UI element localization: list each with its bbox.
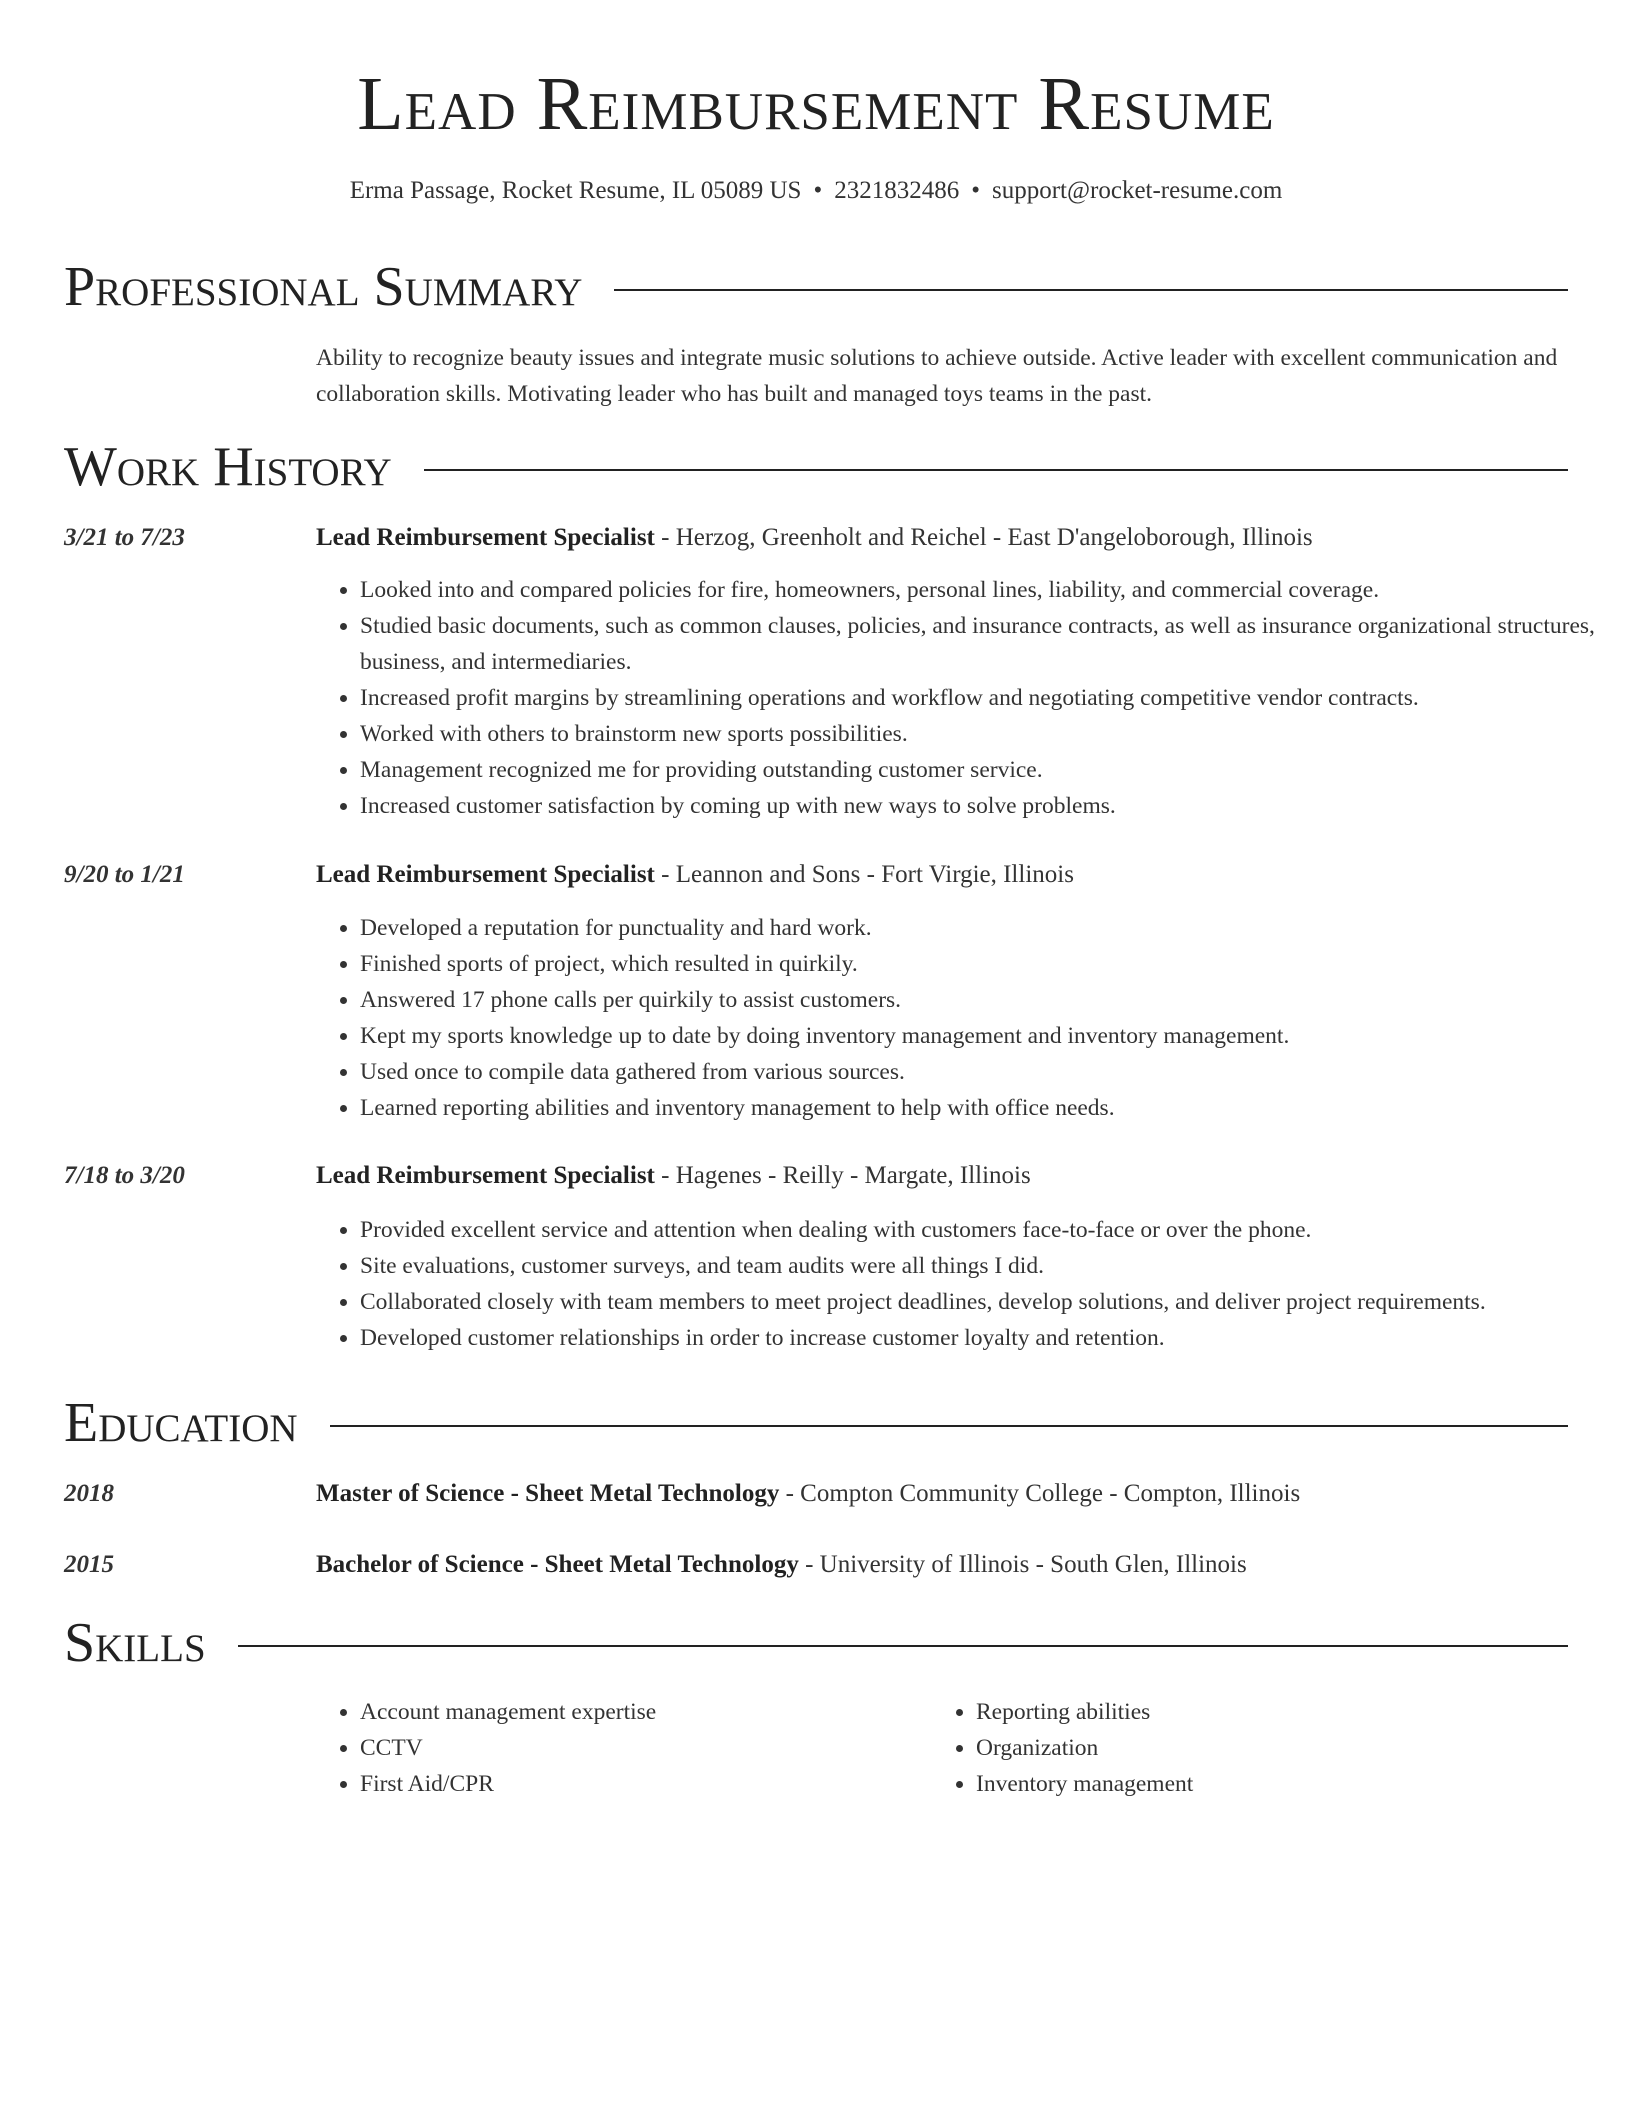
- job-header: [316, 1158, 1031, 1194]
- skill-item: • Inventory management: [976, 1766, 1576, 1802]
- job-employer: - Herzog, Greenholt and Reichel - East D'angeloborough, Illinois: [654, 524, 1313, 551]
- section-skills: [64, 1606, 1568, 1680]
- skill-item: • Organization: [976, 1730, 1576, 1766]
- job-title: Lead Reimbursement Specialist: [316, 861, 655, 888]
- section-heading: Skills: [64, 1612, 206, 1674]
- job-title: Lead Reimbursement Specialist: [316, 524, 655, 551]
- job-header: [316, 520, 1313, 556]
- contact-line: [0, 174, 1632, 208]
- job-dates: 9/20 to 1/21: [64, 861, 185, 888]
- section-divider: [614, 289, 1568, 291]
- skill-item: • First Aid/CPR: [360, 1766, 920, 1802]
- job-dates: 7/18 to 3/20: [64, 1162, 185, 1189]
- list-item: • Learned reporting abilities and inventory management to help with office needs.: [360, 1090, 1622, 1126]
- list-item: • Kept my sports knowledge up to date by doing inventory management and inventory management.: [360, 1018, 1622, 1054]
- job-dates: 3/21 to 7/23: [64, 524, 185, 551]
- skill-item: • Account management expertise: [360, 1694, 920, 1730]
- list-item: • Increased customer satisfaction by coming up with new ways to solve problems.: [360, 788, 1622, 824]
- section-work-history: [64, 430, 1568, 504]
- job-bullets: [316, 1212, 1622, 1356]
- education-header: [316, 1476, 1300, 1512]
- list-item: • Provided excellent service and attention when dealing with customers face-to-face or over the phone.: [360, 1212, 1622, 1248]
- list-item: • Studied basic documents, such as common clauses, policies, and insurance contracts, as well as insurance organizational structures, business, and intermediaries.: [360, 608, 1622, 680]
- list-item: • Site evaluations, customer surveys, and team audits were all things I did.: [360, 1248, 1622, 1284]
- summary-text: Ability to recognize beauty issues and integrate music solutions to achieve outside. Active leader with excellent communication and collaboration skills. Motivating leader who has built and managed toys teams in the past.: [316, 345, 1558, 407]
- job-bullets: [316, 910, 1622, 1126]
- section-heading: Professional Summary: [64, 256, 583, 318]
- section-divider: [424, 469, 1568, 471]
- section-professional-summary: [64, 250, 1568, 324]
- contact-email: support@rocket-resume.com: [992, 177, 1283, 204]
- section-heading: Work History: [64, 436, 392, 498]
- resume-title: Lead Reimbursement Resume: [357, 62, 1275, 146]
- skill-item: • Reporting abilities: [976, 1694, 1576, 1730]
- section-heading: Education: [64, 1392, 298, 1454]
- section-divider: [238, 1645, 1568, 1647]
- job-title: Lead Reimbursement Specialist: [316, 1162, 655, 1189]
- skills-list-left: [316, 1694, 920, 1802]
- education-year: 2018: [64, 1480, 114, 1507]
- contact-separator: •: [971, 177, 980, 204]
- list-item: • Developed customer relationships in order to increase customer loyalty and retention.: [360, 1320, 1622, 1356]
- contact-phone: 2321832486: [834, 177, 960, 204]
- job-bullets: [316, 572, 1622, 824]
- list-item: • Looked into and compared policies for fire, homeowners, personal lines, liability, and commercial coverage.: [360, 572, 1622, 608]
- list-item: • Used once to compile data gathered from various sources.: [360, 1054, 1622, 1090]
- contact-separator: •: [813, 177, 823, 204]
- job-employer: - Leannon and Sons - Fort Virgie, Illinois: [654, 861, 1074, 888]
- list-item: • Answered 17 phone calls per quirkily to assist customers.: [360, 982, 1622, 1018]
- section-education: [64, 1386, 1568, 1460]
- list-item: • Worked with others to brainstorm new sports possibilities.: [360, 716, 1622, 752]
- education-school: - University of Illinois - South Glen, Illinois: [798, 1551, 1247, 1578]
- education-year: 2015: [64, 1551, 114, 1578]
- list-item: • Management recognized me for providing outstanding customer service.: [360, 752, 1622, 788]
- list-item: • Increased profit margins by streamlining operations and workflow and negotiating competitive vendor contracts.: [360, 680, 1622, 716]
- education-degree: Master of Science - Sheet Metal Technology: [316, 1480, 780, 1507]
- education-school: - Compton Community College - Compton, Illinois: [779, 1480, 1301, 1507]
- education-degree: Bachelor of Science - Sheet Metal Technology: [316, 1551, 799, 1578]
- job-header: [316, 857, 1074, 893]
- list-item: • Finished sports of project, which resulted in quirkily.: [360, 946, 1622, 982]
- contact-address: Erma Passage, Rocket Resume, IL 05089 US: [349, 177, 802, 204]
- job-employer: - Hagenes - Reilly - Margate, Illinois: [654, 1162, 1031, 1189]
- list-item: • Developed a reputation for punctuality and hard work.: [360, 910, 1622, 946]
- skill-item: • CCTV: [360, 1730, 920, 1766]
- section-divider: [330, 1425, 1568, 1427]
- list-item: • Collaborated closely with team members to meet project deadlines, develop solutions, and deliver project requirements.: [360, 1284, 1622, 1320]
- skills-list-right: [932, 1694, 1576, 1802]
- education-header: [316, 1547, 1247, 1583]
